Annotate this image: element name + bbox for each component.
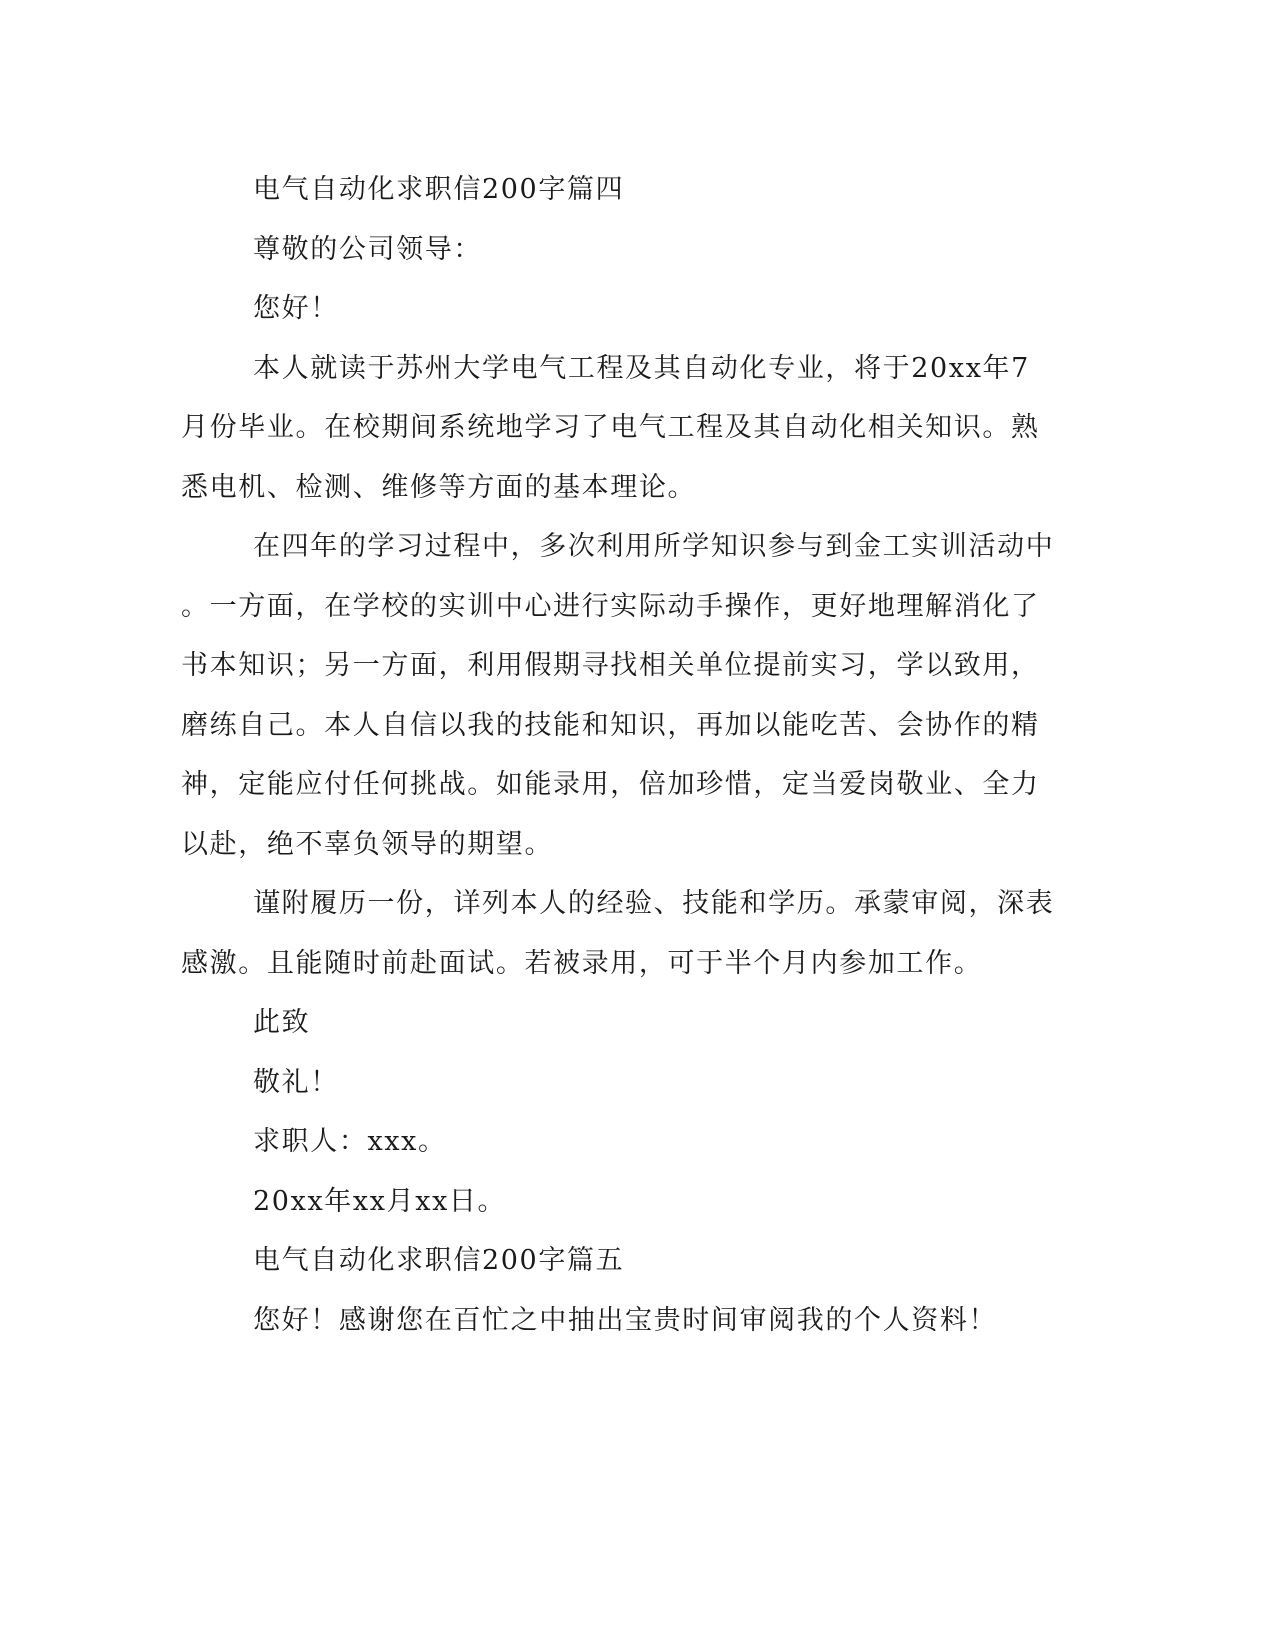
paragraph-line: 磨练自己。本人自信以我的技能和知识，再加以能吃苦、会协作的精	[181, 709, 1040, 741]
paragraph-education	[181, 339, 1040, 518]
paragraph-line: 以赴，绝不辜负领导的期望。	[181, 828, 554, 860]
section-title: 电气自动化求职信200字篇五	[253, 1245, 625, 1276]
paragraph-line: 谨附履历一份，详列本人的经验、技能和学历。承蒙审阅，深表	[253, 888, 1055, 919]
paragraph-line: 本人就读于苏州大学电气工程及其自动化专业，将于20xx年7	[253, 352, 1030, 384]
paragraph-line: 月份毕业。在校期间系统地学习了电气工程及其自动化相关知识。熟	[181, 412, 1040, 443]
closing-salute: 敬礼！	[253, 1066, 339, 1098]
closing-phrase: 此致	[253, 1007, 311, 1038]
paragraph-experience	[181, 517, 1055, 874]
greeting: 您好！	[253, 293, 339, 324]
paragraph-line: 。一方面，在学校的实训中心进行实际动手操作，更好地理解消化了	[181, 590, 1040, 622]
paragraph-line: 在四年的学习过程中，多次利用所学知识参与到金工实训活动中	[253, 531, 1055, 562]
date: 20xx年xx月xx日。	[253, 1185, 507, 1217]
section-title: 电气自动化求职信200字篇四	[253, 174, 625, 205]
paragraph-line: 书本知识；另一方面，利用假期寻找相关单位提前实习，学以致用，	[181, 650, 1040, 681]
paragraph-line: 神，定能应付任何挑战。如能录用，倍加珍惜，定当爱岗敬业、全力	[181, 769, 1040, 800]
salutation: 尊敬的公司领导：	[253, 233, 482, 265]
paragraph-line: 悉电机、检测、维修等方面的基本理论。	[181, 471, 697, 503]
letter-body	[181, 160, 1055, 1350]
signature: 求职人：xxx。	[253, 1126, 447, 1157]
paragraph-attachment	[181, 874, 1055, 993]
section-greeting: 您好！感谢您在百忙之中抽出宝贵时间审阅我的个人资料！	[253, 1304, 998, 1336]
paragraph-line: 感激。且能随时前赴面试。若被录用，可于半个月内参加工作。	[181, 947, 983, 979]
